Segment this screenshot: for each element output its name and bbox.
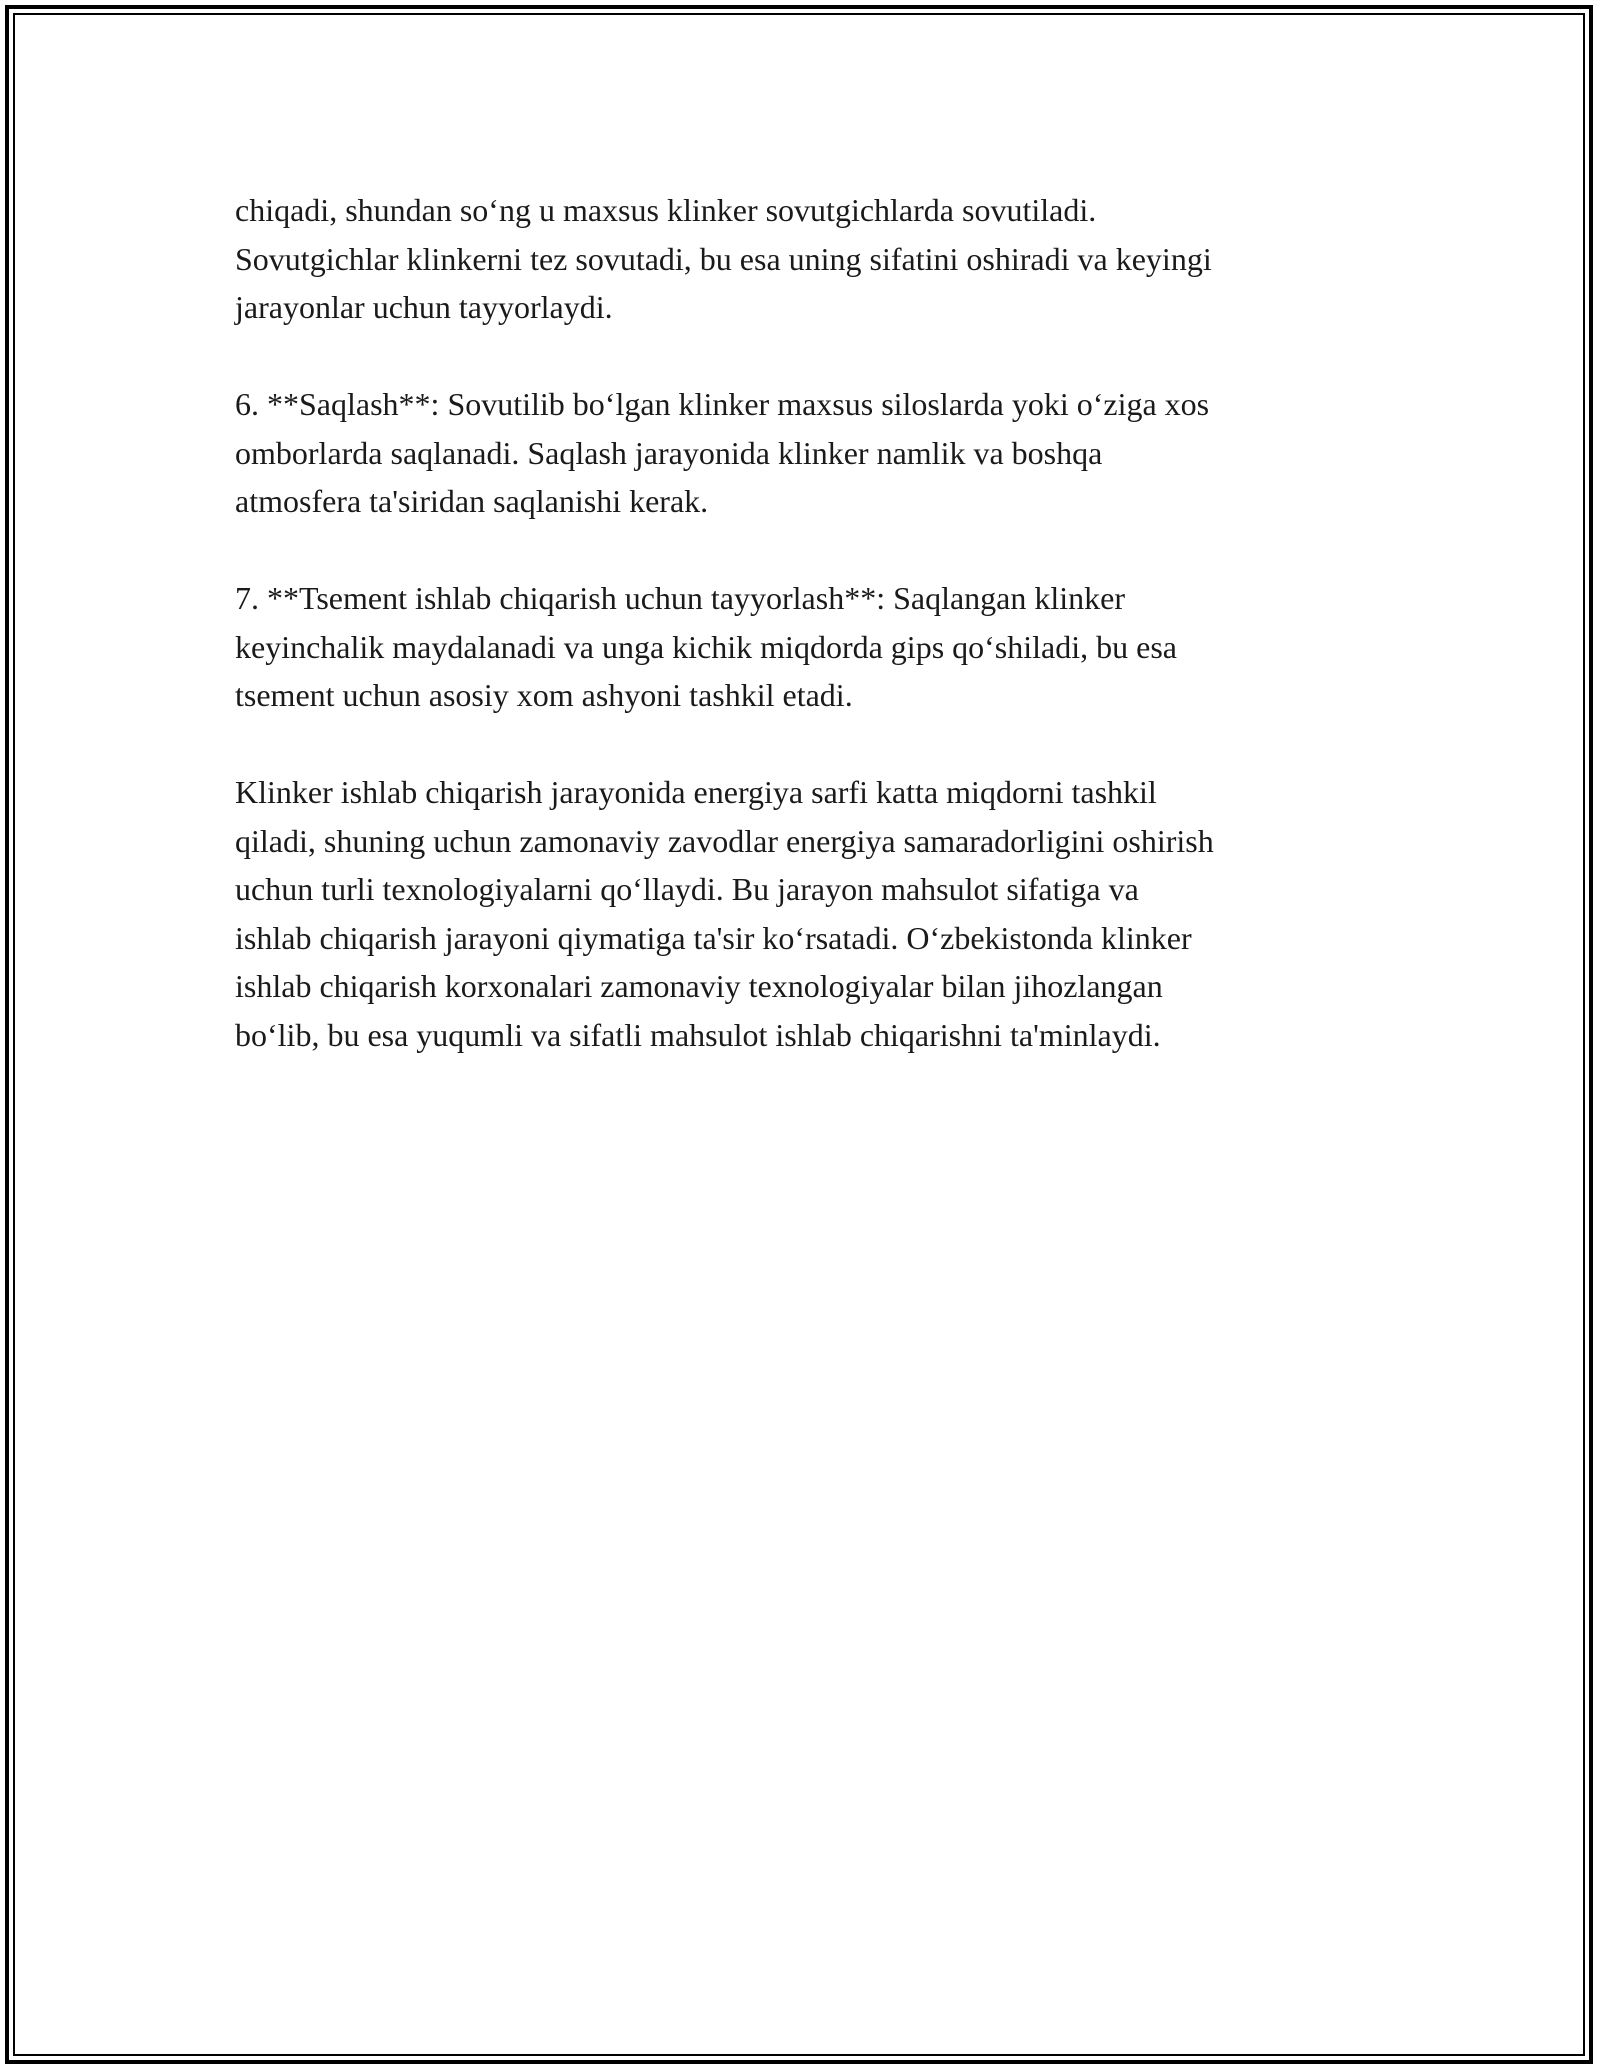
- paragraph-storage: 6. **Saqlash**: Sovutilib bo‘lgan klinker maxsus siloslarda yoki o‘ziga xos omborlarda saqlanadi. Saqlash jarayonida klinker namlik va boshqa atmosfera ta'siridan saqlanishi kerak.: [235, 386, 1210, 519]
- paragraph-cooling: chiqadi, shundan so‘ng u maxsus klinker sovutgichlarda sovutiladi. Sovutgichlar klinkerni tez sovutadi, bu esa uning sifatini oshiradi va keyingi jarayonlar uchun tayyorlaydi.: [235, 192, 1212, 325]
- paragraph-conclusion: Klinker ishlab chiqarish jarayonida energiya sarfi katta miqdorni tashkil qiladi, shuning uchun zamonaviy zavodlar energiya samaradorligini oshirish uchun turli texnologiyalarni qo‘llaydi. Bu jarayon mahsulot sifatiga va ishlab chiqarish jarayoni qiymatiga ta'sir ko‘rsatadi. O‘zbekistonda klinker ishlab chiqarish korxonalari zamonaviy texnologiyalar bilan jihozlangan bo‘lib, bu esa yuqumli va sifatli mahsulot ishlab chiqarishni ta'minlaydi.: [235, 774, 1214, 1053]
- paragraph-cement-preparation: 7. **Tsement ishlab chiqarish uchun tayyorlash**: Saqlangan klinker keyinchalik maydalanadi va unga kichik miqdorda gips qo‘shiladi, bu esa tsement uchun asosiy xom ashyoni tashkil etadi.: [235, 580, 1177, 713]
- document-body: [235, 186, 1365, 1108]
